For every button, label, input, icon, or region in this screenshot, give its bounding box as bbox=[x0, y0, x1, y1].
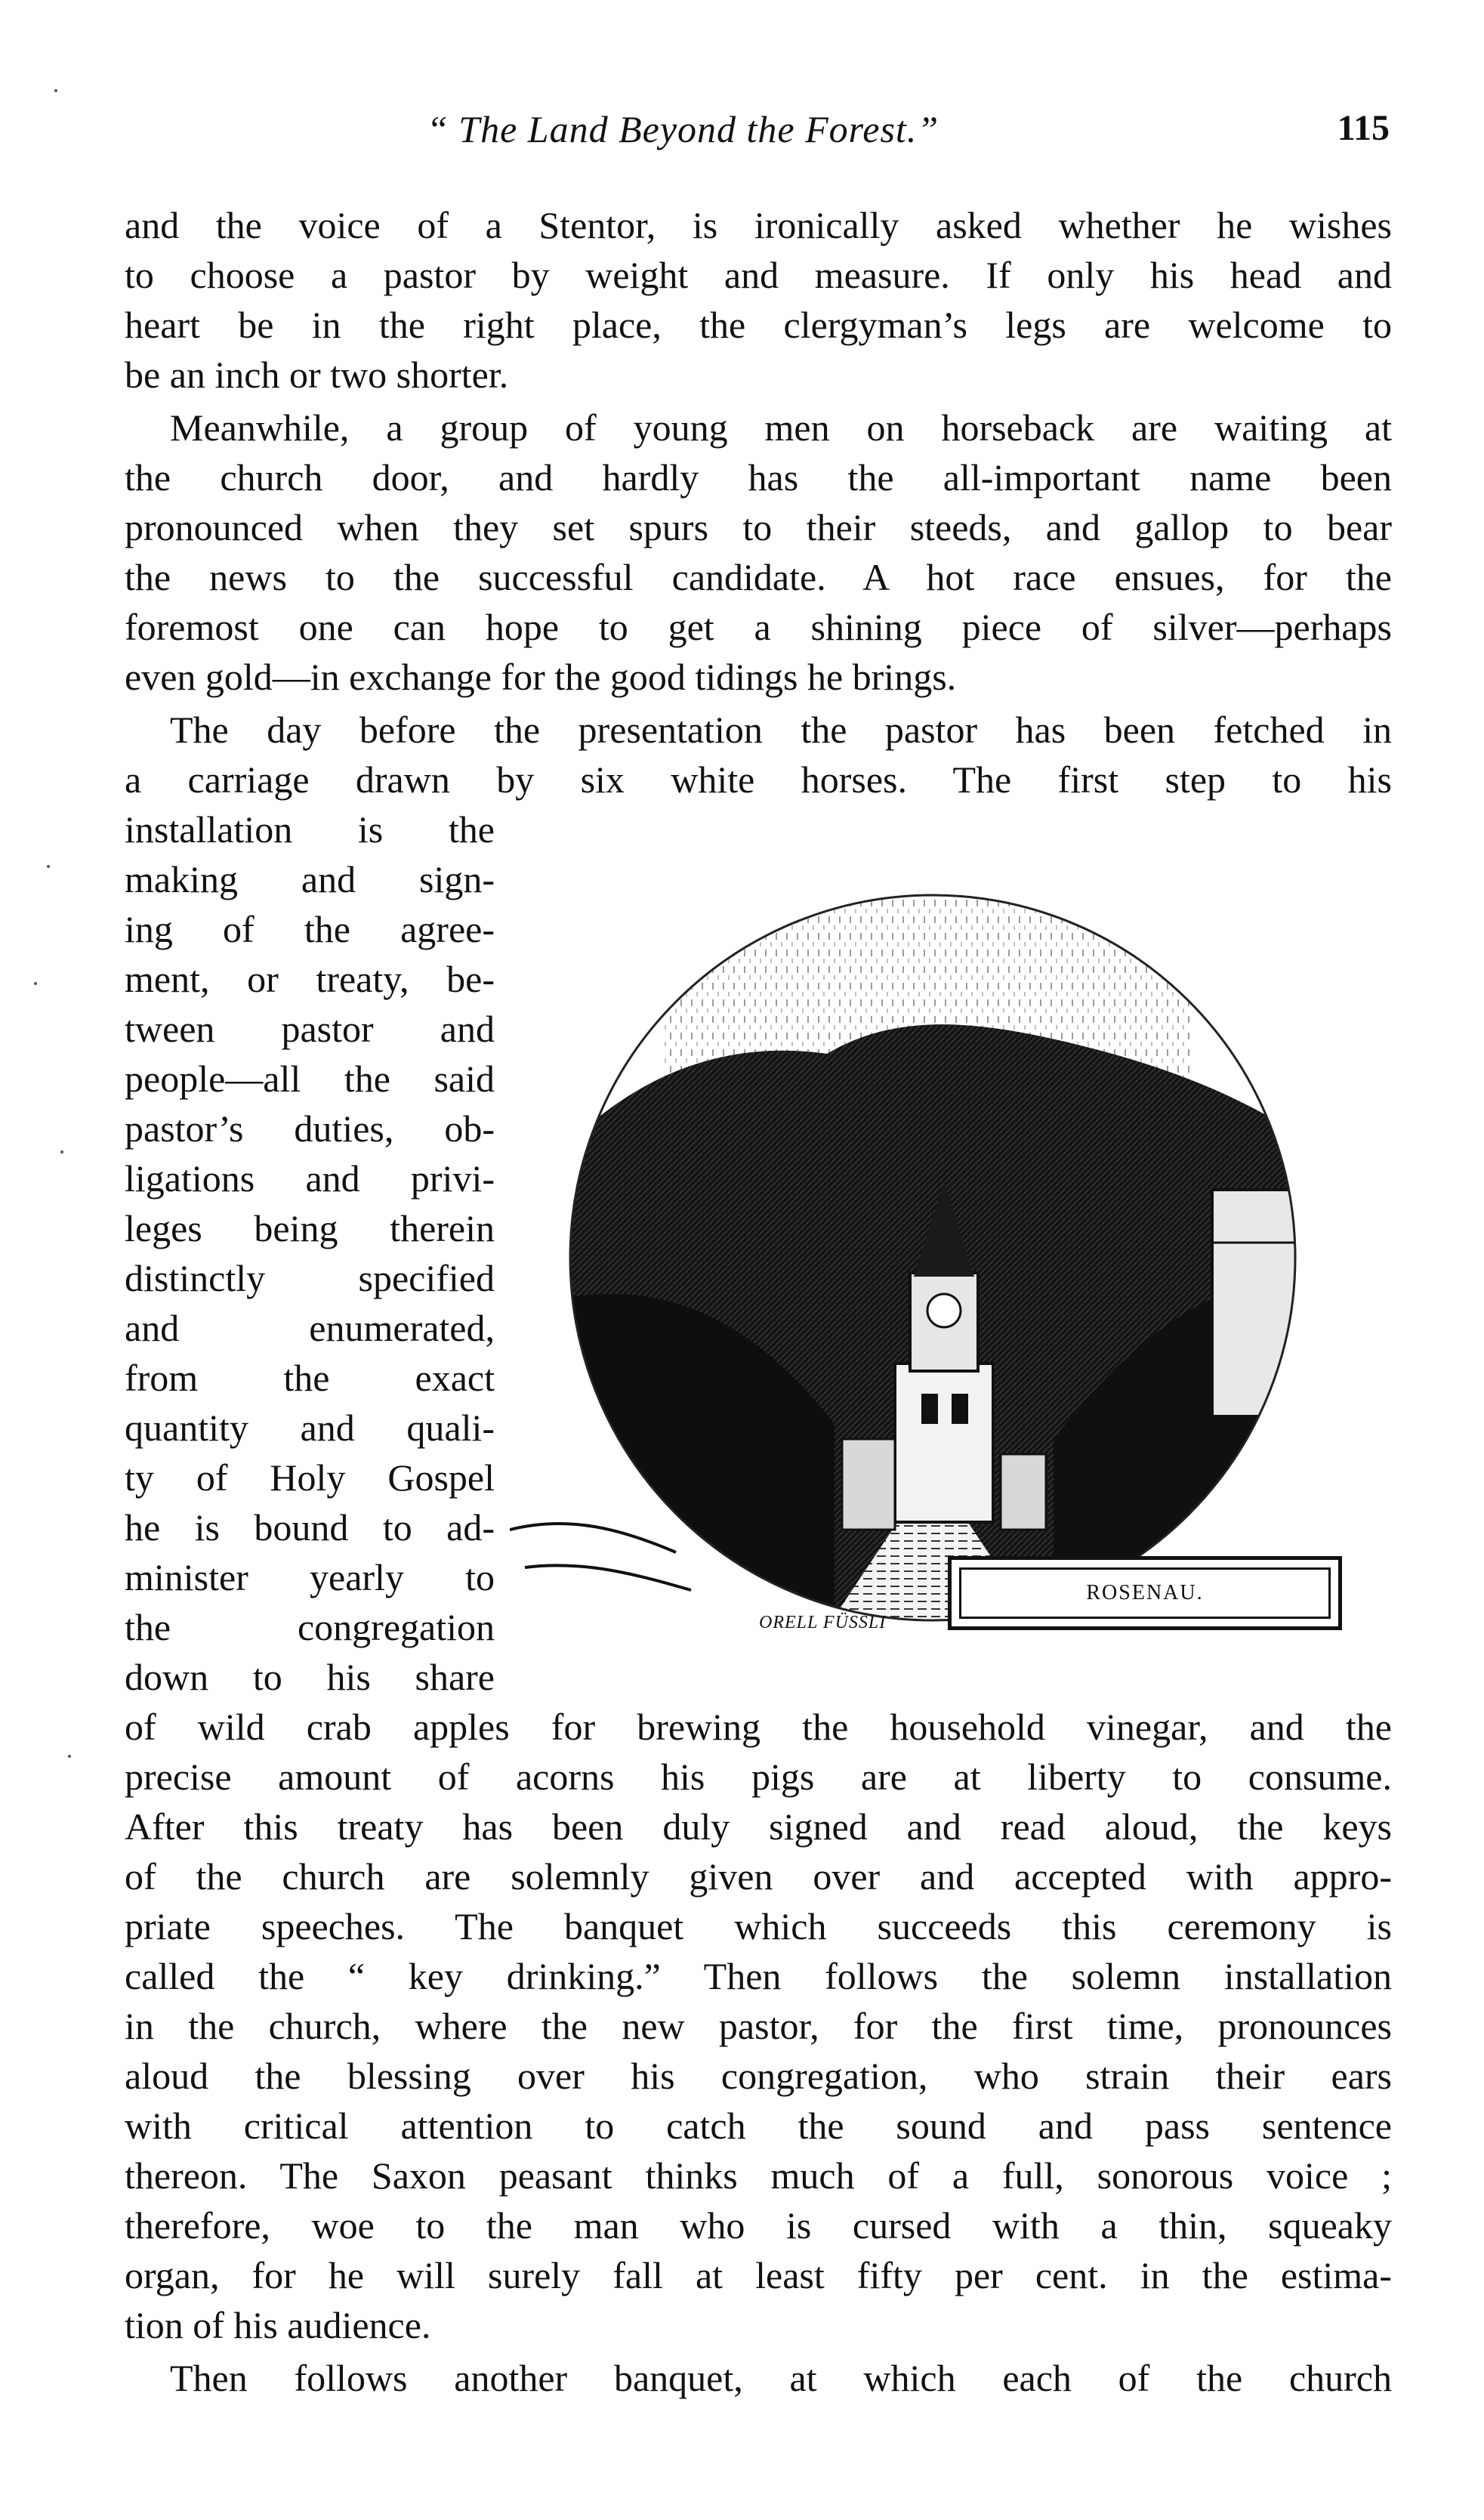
figure-caption: ROSENAU. bbox=[1086, 1581, 1204, 1604]
edge-mark bbox=[60, 1150, 63, 1153]
text-line: ment, or treaty, be- bbox=[125, 958, 495, 1000]
text-line: of wild crab apples for brewing the household vinegar, and the bbox=[125, 1706, 1392, 1748]
text-line: the news to the successful candidate. A hot race ensues, for the bbox=[125, 556, 1392, 598]
text-line: precise amount of acorns his pigs are at liberty to consume. bbox=[125, 1756, 1392, 1798]
rosenau-illustration bbox=[510, 850, 1352, 1696]
text-line: and enumerated, bbox=[125, 1307, 495, 1349]
text-line: people—all the said bbox=[125, 1058, 495, 1100]
text-line: heart be in the right place, the clergyman’s legs are welcome to bbox=[125, 304, 1392, 346]
text-line: pastor’s duties, ob- bbox=[125, 1107, 495, 1150]
text-line: After this treaty has been duly signed and read aloud, the keys bbox=[125, 1805, 1392, 1848]
text-line: organ, for he will surely fall at least fifty per cent. in the estima- bbox=[125, 2254, 1392, 2296]
text-line: with critical attention to catch the sound and pass sentence bbox=[125, 2105, 1392, 2147]
text-line: ty of Holy Gospel bbox=[125, 1456, 495, 1499]
text-line: pronounced when they set spurs to their steeds, and gallop to bear bbox=[125, 506, 1392, 548]
text-line: the church door, and hardly has the all-important name been bbox=[125, 456, 1392, 499]
edge-mark bbox=[68, 1755, 71, 1758]
text-line: down to his share bbox=[125, 1656, 495, 1698]
text-line: foremost one can hope to get a shining piece of silver—perhaps bbox=[125, 606, 1392, 648]
text-line: the congregation bbox=[125, 1606, 495, 1648]
text-line: installation is the bbox=[125, 808, 495, 851]
text-line: tween pastor and bbox=[125, 1008, 495, 1050]
text-line: even gold—in exchange for the good tidings he brings. bbox=[125, 656, 957, 698]
text-line: aloud the blessing over his congregation, who strain their ears bbox=[125, 2055, 1392, 2097]
text-line: minister yearly to bbox=[125, 1556, 495, 1598]
edge-mark bbox=[47, 865, 50, 868]
text-line: therefore, woe to the man who is cursed with a thin, squeaky bbox=[125, 2204, 1392, 2247]
text-line: making and sign- bbox=[125, 858, 495, 900]
text-line: ing of the agree- bbox=[125, 908, 495, 950]
figure-caption-frame bbox=[948, 1556, 1342, 1630]
text-line: and the voice of a Stentor, is ironically asked whether he wishes bbox=[125, 204, 1392, 246]
running-title: “ The Land Beyond the Forest.” bbox=[427, 108, 939, 150]
text-line: distinctly specified bbox=[125, 1257, 495, 1299]
text-line: quantity and quali- bbox=[125, 1407, 495, 1449]
text-line: leges being therein bbox=[125, 1207, 495, 1249]
text-line: called the “ key drinking.” Then follows the solemn installation bbox=[125, 1955, 1392, 1997]
text-line: priate speeches. The banquet which succeeds this ceremony is bbox=[125, 1905, 1392, 1947]
text-line: of the church are solemnly given over and accepted with appro- bbox=[125, 1855, 1392, 1898]
edge-mark bbox=[54, 89, 57, 92]
page-number: 115 bbox=[1337, 108, 1390, 148]
text-line: Then follows another banquet, at which each of the church bbox=[170, 2357, 1392, 2399]
engraver-signature: ORELL FÜSSLI bbox=[759, 1613, 887, 1632]
text-line: thereon. The Saxon peasant thinks much of a full, sonorous voice ; bbox=[125, 2154, 1392, 2197]
text-line: Meanwhile, a group of young men on horseback are waiting at bbox=[170, 406, 1392, 449]
text-line: be an inch or two shorter. bbox=[125, 354, 509, 396]
text-line: tion of his audience. bbox=[125, 2304, 431, 2346]
running-header bbox=[128, 107, 1390, 160]
text-line: in the church, where the new pastor, for the first time, pronounces bbox=[125, 2005, 1392, 2047]
text-line: to choose a pastor by weight and measure. If only his head and bbox=[125, 254, 1392, 296]
text-line: he is bound to ad- bbox=[125, 1506, 495, 1549]
text-line: The day before the presentation the pastor has been fetched in bbox=[170, 709, 1392, 751]
text-line: ligations and privi- bbox=[125, 1157, 495, 1200]
text-line: a carriage drawn by six white horses. The first step to his bbox=[125, 758, 1392, 801]
text-line: from the exact bbox=[125, 1357, 495, 1399]
edge-mark bbox=[34, 982, 37, 985]
